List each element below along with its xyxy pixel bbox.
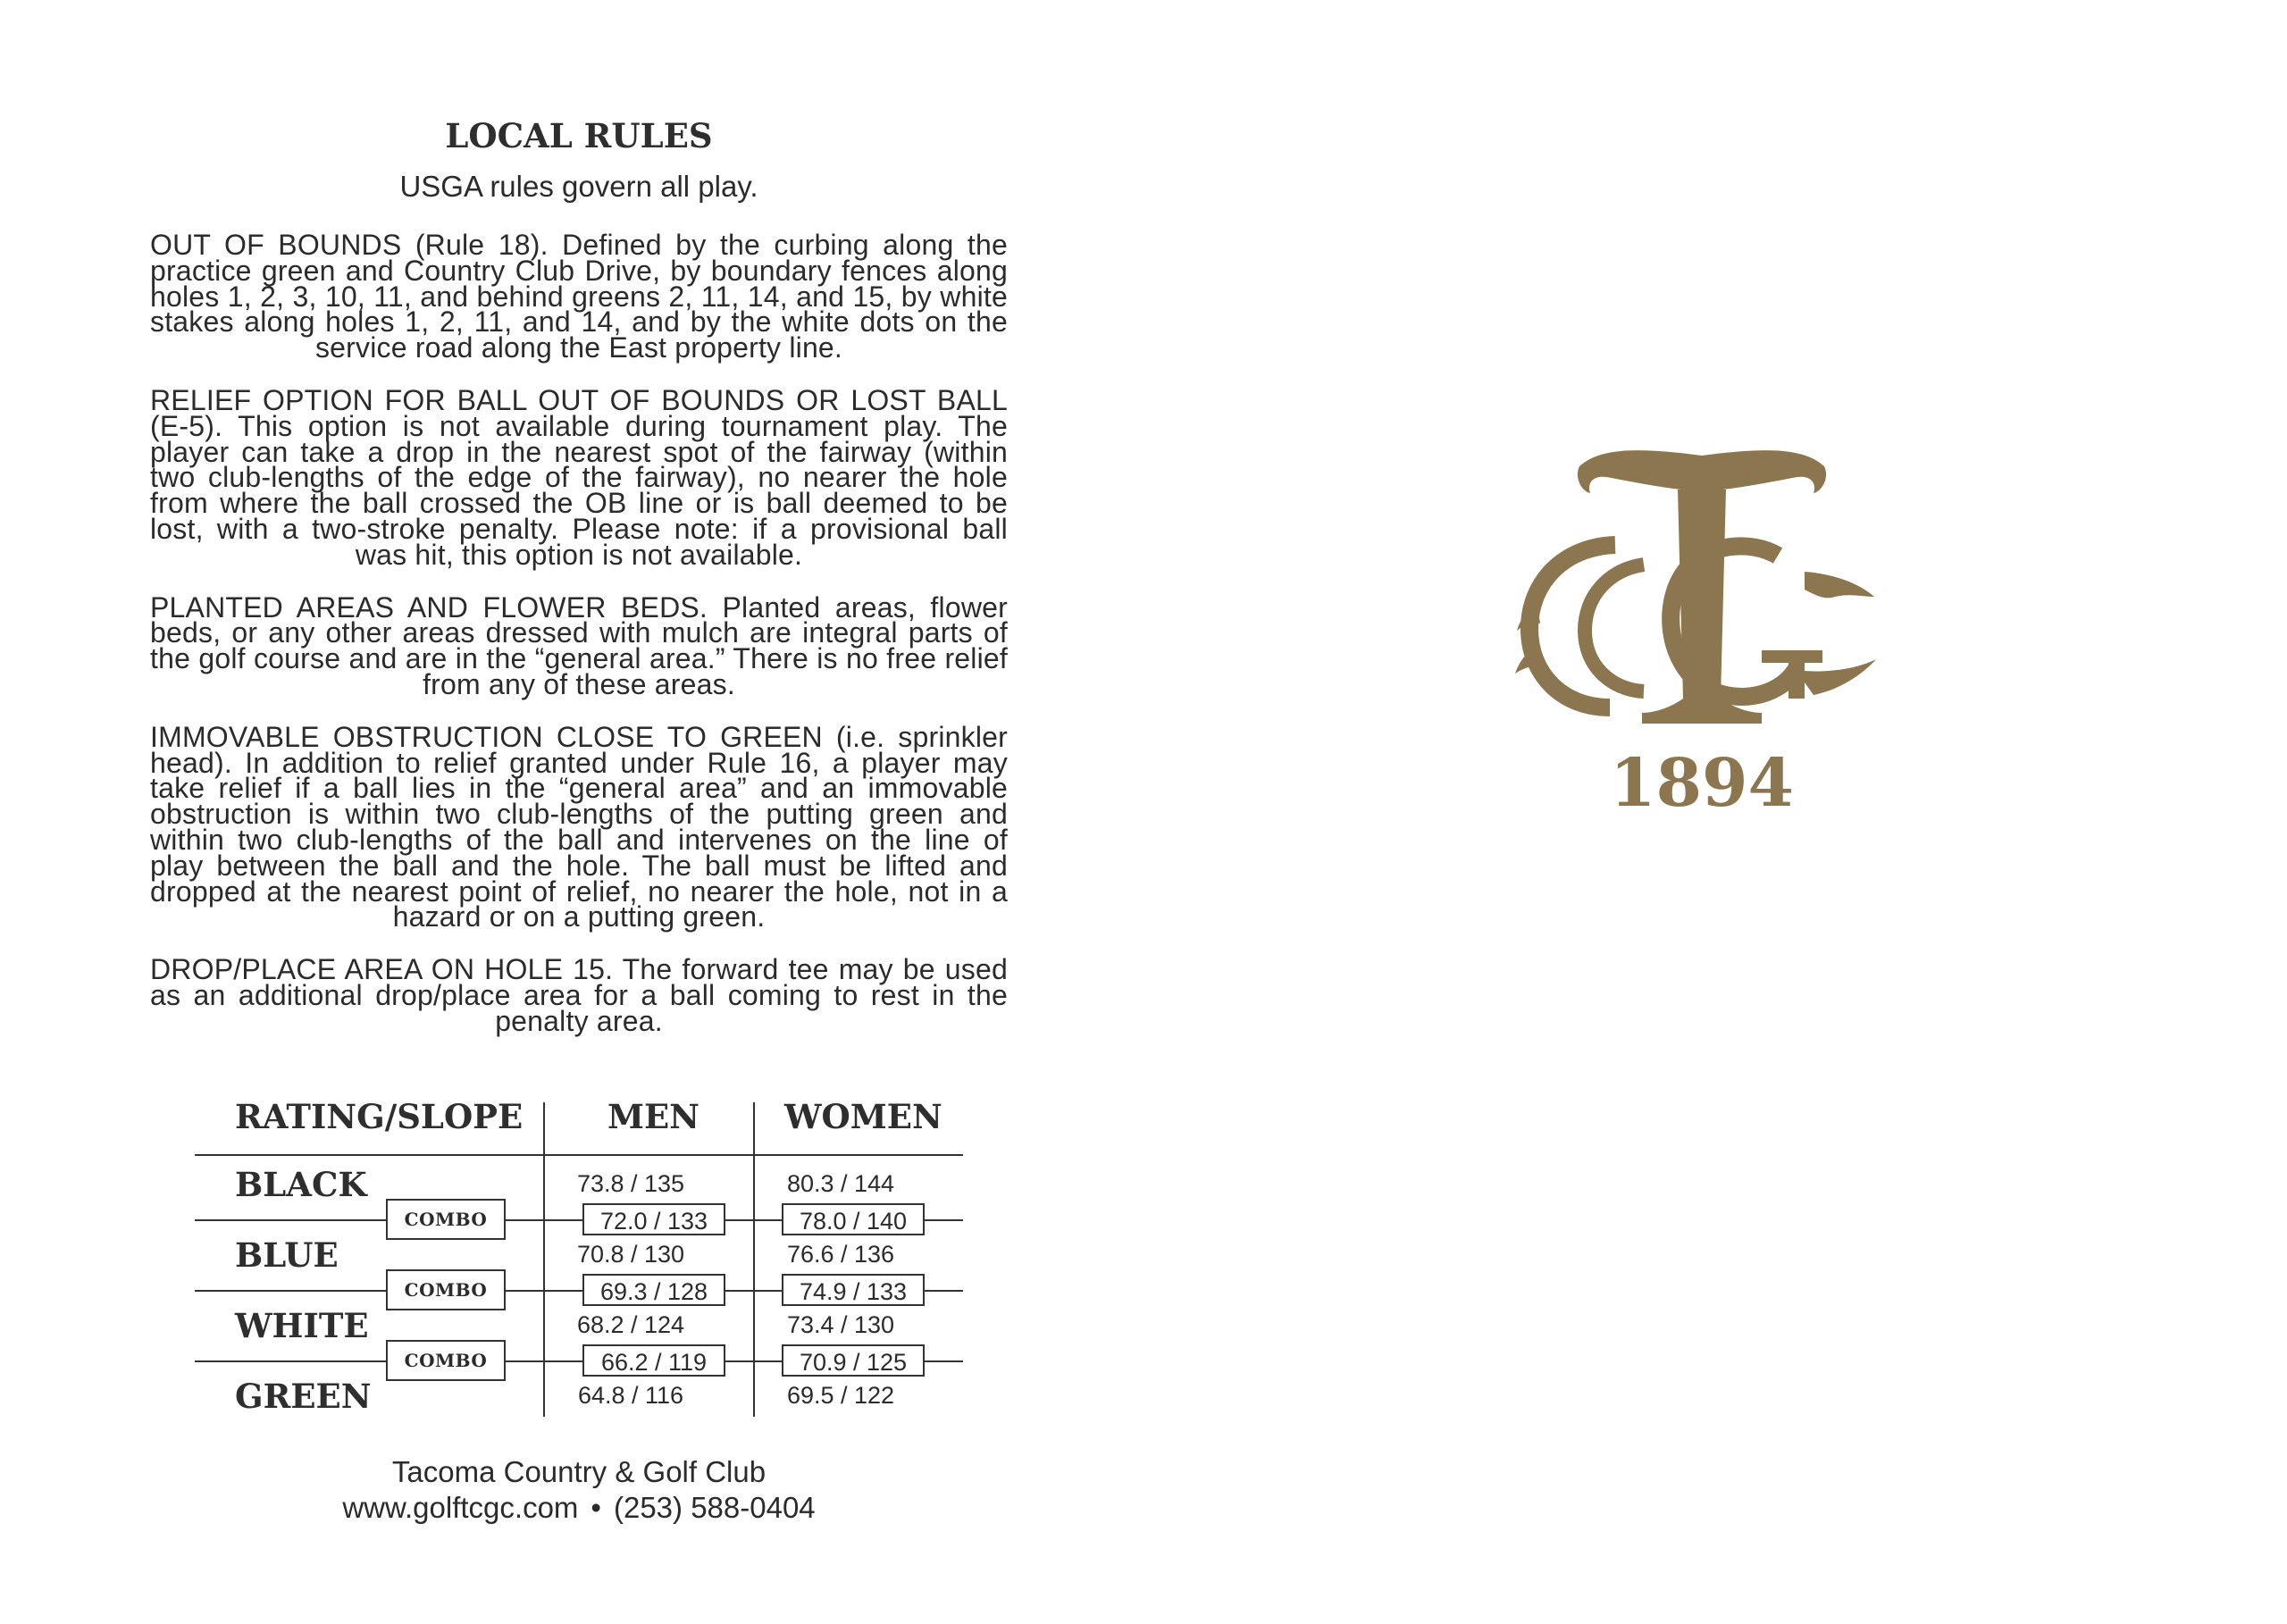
local-rules-panel (150, 116, 1008, 1037)
rating-slope-table (195, 1097, 963, 1420)
rating-women-combo-3: 70.9 / 125 (782, 1344, 925, 1377)
rule-immovable-obstruction: IMMOVABLE OBSTRUCTION CLOSE TO GREEN (i.e. sprinkler head). In addition to relief granted under Rule 16, a player may take relief if a ball lies in the “general area” and an immovable obstruction is within two club-lengths of the putting green and within two club-lengths of the ball and intervenes on the line of play between the ball and the hole. The ball must be lifted and dropped at the nearest point of relief, no nearer the hole, not in a hazard or on a putting green. (150, 720, 1008, 933)
tee-green: GREEN (235, 1377, 372, 1416)
combo-box-blue-white: COMBO (386, 1269, 506, 1310)
rating-men-combo-3: 66.2 / 119 (582, 1344, 725, 1377)
logo-right-flourish (1805, 572, 1874, 598)
club-logo-icon (1510, 439, 1894, 815)
rating-women-white: 73.4 / 130 (786, 1311, 895, 1338)
separator-dot: • (591, 1491, 601, 1524)
rule-out-of-bounds: OUT OF BOUNDS (Rule 18). Defined by the curbing along the practice green and Country Club Drive, by boundary fences along holes 1, 2, 3, 10, 11, and behind greens 2, 11, 14, and 15, by white stakes along holes 1, 2, 11, and 14, and by the white dots on the service road along the East property line. (150, 229, 1008, 364)
logo-c-left-inner (1585, 565, 1644, 691)
website-link[interactable]: www.golftcgc.com (342, 1491, 579, 1524)
rating-men-white: 68.2 / 124 (576, 1311, 685, 1338)
rule-drop-area: DROP/PLACE AREA ON HOLE 15. The forward tee may be used as an additional drop/place area for a ball coming to rest in the penalty area. (150, 953, 1008, 1037)
rating-men-combo-2: 69.3 / 128 (582, 1274, 725, 1306)
rating-women-combo-2: 74.9 / 133 (782, 1274, 925, 1306)
contact-line (284, 1490, 874, 1526)
tee-blue: BLUE (235, 1235, 339, 1275)
logo-t-crossbar (1578, 450, 1826, 493)
rating-men-green: 64.8 / 116 (577, 1382, 684, 1409)
rating-women-green: 69.5 / 122 (786, 1382, 895, 1409)
local-rules-title: LOCAL RULES (445, 116, 713, 155)
header-men: MEN (607, 1097, 700, 1136)
phone-number: (253) 588-0404 (613, 1491, 816, 1524)
logo-year: 1894 (1610, 745, 1794, 815)
header-women: WOMEN (784, 1097, 942, 1136)
header-rating-slope: RATING/SLOPE (235, 1097, 524, 1136)
combo-box-white-green: COMBO (386, 1340, 506, 1381)
combo-box-black-blue: COMBO (386, 1199, 506, 1240)
rule-planted-areas: PLANTED AREAS AND FLOWER BEDS. Planted areas, flower beds, or any other areas dressed with mulch are integral parts of the golf course and are in the “general area.” There is no free relief from any of these areas. (150, 590, 1008, 700)
local-rules-subtitle: USGA rules govern all play. (399, 170, 758, 203)
rating-women-black: 80.3 / 144 (786, 1170, 895, 1197)
tee-black: BLACK (235, 1165, 367, 1204)
rating-men-blue: 70.8 / 130 (576, 1241, 685, 1268)
rating-women-combo-1: 78.0 / 140 (782, 1203, 925, 1235)
tee-white: WHITE (235, 1306, 369, 1345)
rating-men-black: 73.8 / 135 (576, 1170, 685, 1197)
header-rule (195, 1154, 963, 1156)
logo-right-tail (1796, 659, 1876, 695)
club-name: Tacoma Country & Golf Club (391, 1455, 767, 1488)
rating-men-combo-1: 72.0 / 133 (582, 1203, 725, 1235)
rule-relief-option: RELIEF OPTION FOR BALL OUT OF BOUNDS OR LOST BALL (E-5). This option is not available during tournament play. The player can take a drop in the nearest spot of the fairway (within two club-lengths of the edge of the fairway), no nearer the hole from where the ball crossed the OB line or is ball deemed to be lost, with a two-stroke penalty. Please note: if a provisional ball was hit, this option is not available. (150, 383, 1008, 571)
rating-women-blue: 76.6 / 136 (786, 1241, 895, 1268)
club-footer (284, 1454, 874, 1526)
